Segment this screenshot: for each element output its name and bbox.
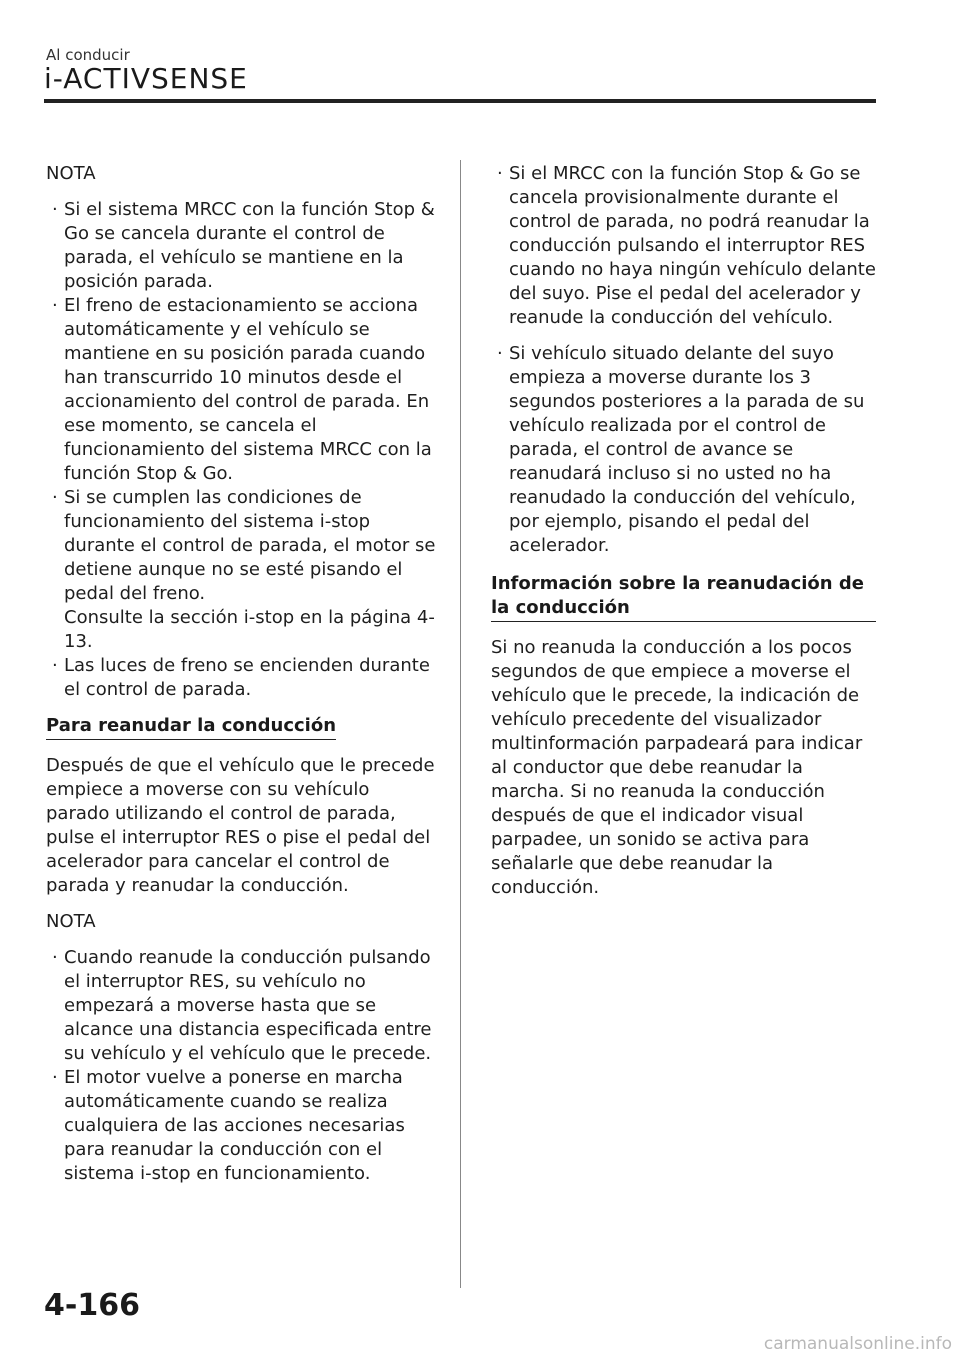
list-item: · Las luces de freno se encienden durante el control de parada. xyxy=(46,654,436,702)
page-number: 4-166 xyxy=(44,1288,140,1323)
page-title: i-ACTIVSENSE xyxy=(44,62,248,95)
section-heading: Para reanudar la conducción xyxy=(46,714,336,740)
subheading-block xyxy=(491,572,876,622)
nota-label: NOTA xyxy=(46,911,96,932)
page-reference: Consulte la sección i-stop en la página 4-13. xyxy=(64,607,435,652)
list-item: · El motor vuelve a ponerse en marcha automáticamente cuando se realiza cualquiera de las acciones necesarias para reanudar la conducción con el sistema i-stop en funcionamiento. xyxy=(46,1066,436,1186)
list-item: · Si el sistema MRCC con la función Stop & Go se cancela durante el control de parada, el vehículo se mantiene en la posición parada. xyxy=(46,198,436,294)
bullet-list xyxy=(491,162,876,558)
list-item: · Si el MRCC con la función Stop & Go se cancela provisionalmente durante el control de parada, no podrá reanudar la conducción pulsando el interruptor RES cuando no haya ningún vehículo delante del suyo. Pise el pedal del acelerador y reanude la conducción del vehículo. xyxy=(491,162,876,330)
list-item: · Cuando reanude la conducción pulsando el interruptor RES, su vehículo no empezará a moverse hasta que se alcance una distancia especificada entre su vehículo y el vehículo que le precede. xyxy=(46,946,436,1066)
list-item-text: Si se cumplen las condiciones de funcionamiento del sistema i-stop durante el control de parada, el motor se detiene aunque no se esté pisando el pedal del freno. xyxy=(64,487,436,604)
left-column xyxy=(46,162,436,1186)
list-item: · El freno de estacionamiento se acciona automáticamente y el vehículo se mantiene en su posición parada cuando han transcurrido 10 minutos desde el accionamiento del control de parada. En ese momento, se cancela el funcionamiento del sistema MRCC con la función Stop & Go. xyxy=(46,294,436,486)
nota-list xyxy=(46,946,436,1186)
body-paragraph: Después de que el vehículo que le precede empiece a moverse con su vehículo parado utilizando el control de parada, pulse el interruptor RES o pise el pedal del acelerador para cancelar el control de parada y reanudar la conducción. xyxy=(46,755,435,896)
column-divider xyxy=(460,160,461,1288)
nota-list xyxy=(46,198,436,702)
subheading-block xyxy=(46,714,436,740)
list-item: · Si vehículo situado delante del suyo empieza a moverse durante los 3 segundos posteriores a la parada de su vehículo realizada por el control de parada, el control de avance se reanudará incluso si no usted no ha reanudado la conducción del vehículo, por ejemplo, pisando el pedal del acelerador. xyxy=(491,342,876,558)
right-column xyxy=(491,162,876,912)
watermark: carmanualsonline.info xyxy=(763,1334,952,1354)
section-heading: Información sobre la reanudación de la conducción xyxy=(491,572,876,622)
body-paragraph: Si no reanuda la conducción a los pocos segundos de que empiece a moverse el vehículo que le precede, la indicación de vehículo precedente del visualizador multinformación parpadeará para indicar al conductor que debe reanudar la marcha. Si no reanuda la conducción después de que el indicador visual parpadee, un sonido se activa para señalarle que debe reanudar la conducción. xyxy=(491,637,863,898)
list-item xyxy=(46,486,436,654)
nota-label: NOTA xyxy=(46,163,96,184)
section-label: Al conducir xyxy=(46,46,130,64)
header-rule xyxy=(44,99,876,103)
